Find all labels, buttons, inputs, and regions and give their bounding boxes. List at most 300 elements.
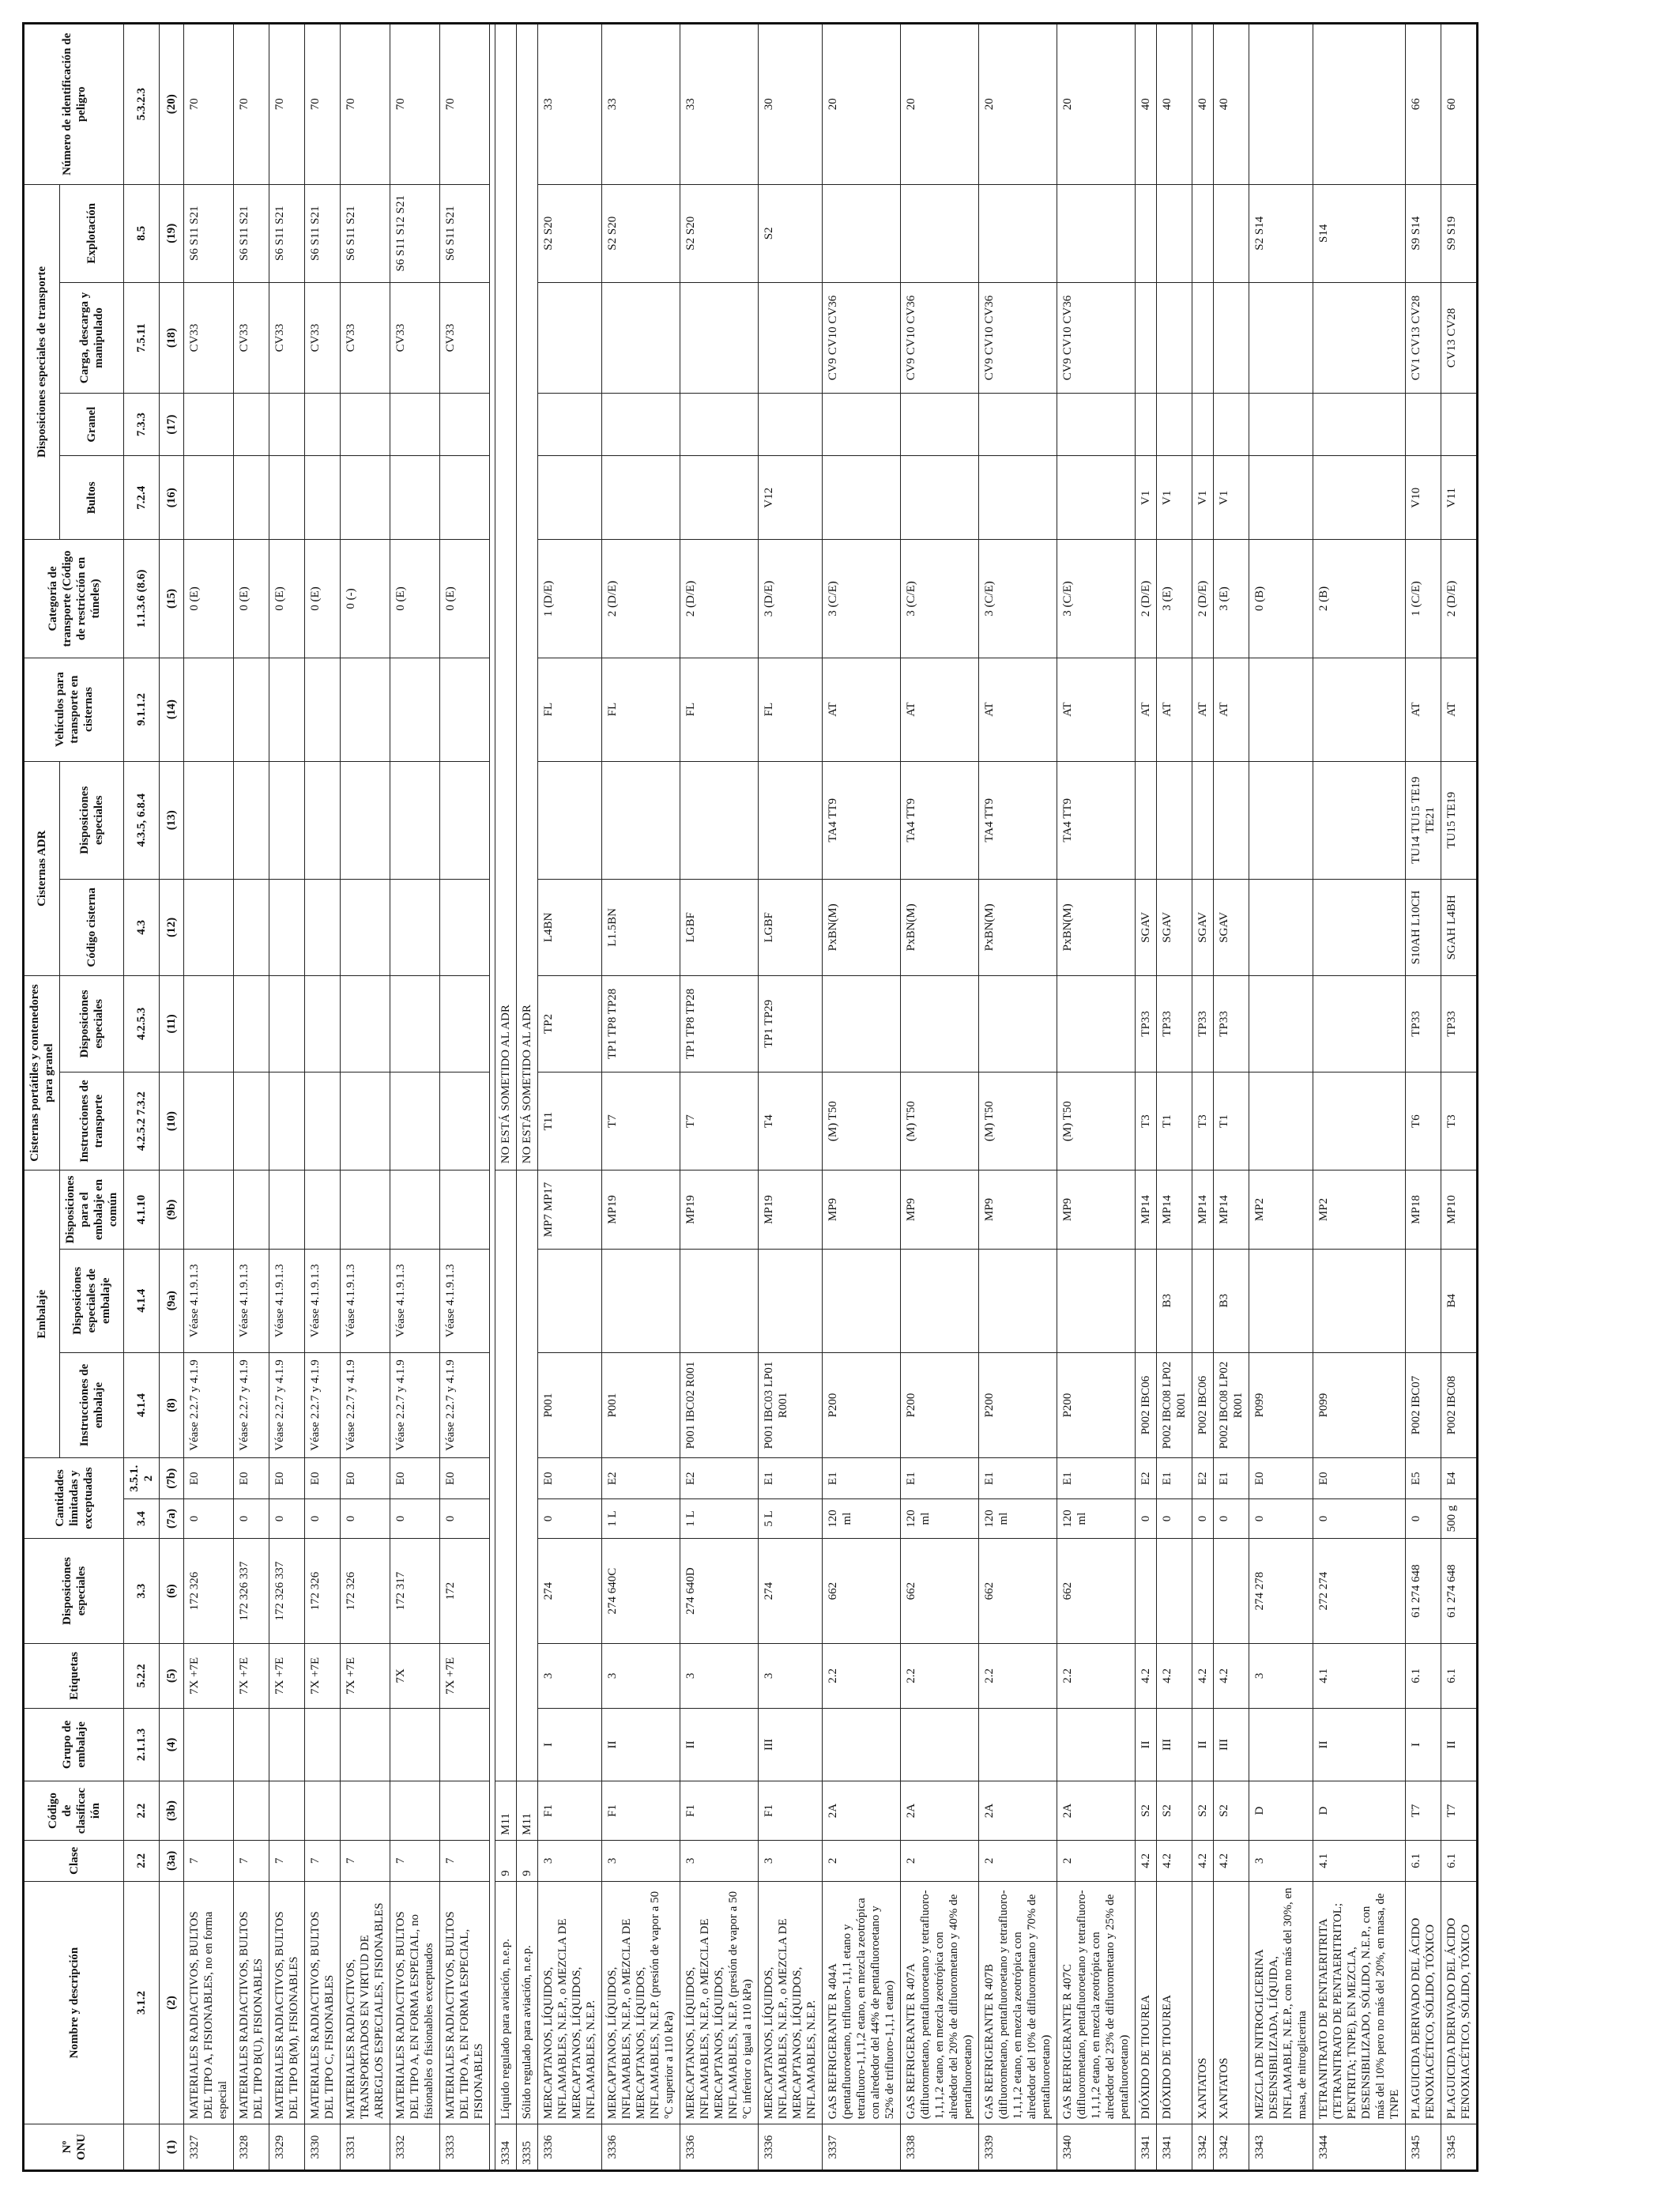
table-cell: CV1 CV13 CV28	[1406, 282, 1441, 393]
table-cell: 1 L	[602, 1499, 680, 1539]
ref-cell: 7.2.4	[124, 456, 160, 540]
table-cell: 0	[1157, 1499, 1192, 1539]
table-cell: 33	[538, 24, 602, 185]
table-cell: T7	[1406, 1781, 1441, 1841]
table-cell: CV33	[234, 282, 269, 393]
table-cell: P200	[823, 1352, 901, 1457]
table-cell: V10	[1406, 456, 1441, 540]
table-cell	[440, 456, 490, 540]
table-cell	[538, 282, 602, 393]
name-cell: MATERIALES RADIACTIVOS, BULTOS DEL TIPO C, FISIONABLES	[305, 1881, 341, 2124]
name-cell: MERCAPTANOS, LÍQUIDOS, INFLAMABLES, N.E.P., o MEZCLA DE MERCAPTANOS, LÍQUIDOS, INFLAMABLES, N.E.P. (presión de vapor a 50 °C inferior o igual a 110 kPa)	[680, 1881, 759, 2124]
table-cell: E2	[680, 1458, 759, 1499]
table-cell: (M) T50	[901, 1072, 979, 1170]
table-cell: 2.2	[979, 1644, 1057, 1708]
table-cell: AT	[1157, 658, 1192, 761]
table-cell: MP7 MP17	[538, 1171, 602, 1249]
table-cell: TP33	[1192, 975, 1214, 1072]
table-cell	[759, 761, 823, 879]
table-cell	[390, 1708, 440, 1781]
table-row	[1157, 24, 1192, 2171]
table-cell: P002 IBC06	[1136, 1352, 1157, 1457]
table-cell: 0	[305, 1499, 341, 1539]
table-cell: 3	[1249, 1840, 1313, 1881]
table-cell: 20	[901, 24, 979, 185]
num-cell: (15)	[160, 540, 184, 658]
table-cell: D	[1249, 1781, 1313, 1841]
table-cell	[269, 456, 305, 540]
ref-cell: 4.2.5.2 7.3.2	[124, 1072, 160, 1170]
table-cell: 662	[823, 1538, 901, 1643]
table-cell	[1057, 975, 1136, 1072]
table-cell: MP2	[1313, 1171, 1406, 1249]
table-cell: 3	[602, 1644, 680, 1708]
table-cell: 20	[823, 24, 901, 185]
table-cell	[341, 761, 390, 879]
table-cell: P002 IBC08	[1441, 1352, 1478, 1457]
table-cell	[390, 658, 440, 761]
table-cell: P099	[1249, 1352, 1313, 1457]
table-cell	[1313, 658, 1406, 761]
table-cell	[1313, 879, 1406, 975]
table-cell	[1214, 282, 1249, 393]
table-cell: 274 278	[1249, 1538, 1313, 1643]
table-cell: PxBN(M)	[823, 879, 901, 975]
un-number-cell: 3332	[390, 2124, 440, 2171]
table-cell	[184, 879, 234, 975]
table-cell: 172 326 337	[234, 1538, 269, 1643]
table-cell: 6.1	[1441, 1840, 1478, 1881]
table-cell	[1249, 658, 1313, 761]
table-cell: 4.1	[1313, 1840, 1406, 1881]
table-cell: T1	[1157, 1072, 1192, 1170]
table-cell: 1 L	[680, 1499, 759, 1539]
un-number-cell: 3339	[979, 2124, 1057, 2171]
table-cell	[184, 1708, 234, 1781]
table-cell: 3 (E)	[1157, 540, 1192, 658]
table-cell: T3	[1192, 1072, 1214, 1170]
table-cell	[1136, 1249, 1157, 1352]
header-row-1	[24, 24, 60, 2171]
table-cell	[341, 1072, 390, 1170]
table-cell	[602, 1249, 680, 1352]
un-number-cell: 3336	[680, 2124, 759, 2171]
un-number-cell: 3340	[1057, 2124, 1136, 2171]
table-cell: 2 (D/E)	[1441, 540, 1478, 658]
table-cell	[680, 394, 759, 456]
name-cell: DIÓXIDO DE TIOUREA	[1136, 1881, 1157, 2124]
table-cell: E0	[1249, 1458, 1313, 1499]
table-cell	[1192, 394, 1214, 456]
header-pt-special: Disposiciones especiales	[60, 975, 124, 1072]
header-packages: Bultos	[60, 456, 124, 540]
table-cell: 172 326	[184, 1538, 234, 1643]
table-row	[490, 24, 495, 2171]
table-cell: 3	[538, 1840, 602, 1881]
name-cell: XANTATOS	[1192, 1881, 1214, 2124]
table-cell	[184, 1072, 234, 1170]
table-cell	[1313, 282, 1406, 393]
table-cell: MP19	[680, 1171, 759, 1249]
table-cell: MP10	[1441, 1171, 1478, 1249]
table-cell: Véase 4.1.9.1.3	[184, 1249, 234, 1352]
un-number-cell: 3331	[341, 2124, 390, 2171]
num-cell: (6)	[160, 1538, 184, 1643]
ref-cell: 4.1.4	[124, 1249, 160, 1352]
table-cell: 4.2	[1136, 1840, 1157, 1881]
table-cell: 3	[680, 1644, 759, 1708]
table-cell: LGBF	[680, 879, 759, 975]
table-cell	[823, 184, 901, 282]
table-cell	[305, 1171, 341, 1249]
table-cell	[538, 1249, 602, 1352]
header-hazard-id: Número de identificación de peligro	[24, 24, 124, 185]
table-cell: MP19	[602, 1171, 680, 1249]
table-cell	[1249, 24, 1313, 185]
table-cell: 0	[1313, 1499, 1406, 1539]
table-cell	[184, 761, 234, 879]
table-cell: FL	[759, 658, 823, 761]
table-cell	[1313, 24, 1406, 185]
un-number-cell: 3341	[1157, 2124, 1192, 2171]
table-cell	[602, 761, 680, 879]
table-cell: E0	[440, 1458, 490, 1499]
table-cell	[440, 975, 490, 1072]
table-cell	[440, 1171, 490, 1249]
table-cell: I	[538, 1708, 602, 1781]
table-cell	[1057, 184, 1136, 282]
table-cell	[1057, 394, 1136, 456]
table-cell: V12	[759, 456, 823, 540]
header-limited-qty: Cantidades limitadas y exceptuadas	[24, 1458, 124, 1539]
un-number-cell: 3344	[1313, 2124, 1406, 2171]
table-cell	[1157, 184, 1192, 282]
table-cell	[979, 975, 1057, 1072]
table-cell: Véase 2.2.7 y 4.1.9	[184, 1352, 234, 1457]
table-cell: 172 326	[305, 1538, 341, 1643]
table-cell: 7	[184, 1840, 234, 1881]
table-cell	[440, 1781, 490, 1841]
table-cell: 120 ml	[901, 1499, 979, 1539]
table-cell	[823, 394, 901, 456]
table-cell: 172 317	[390, 1538, 440, 1643]
adr-dangerous-goods-table	[22, 22, 1478, 2172]
table-cell	[341, 1171, 390, 1249]
table-cell: CV9 CV10 CV36	[1057, 282, 1136, 393]
table-cell: V1	[1136, 456, 1157, 540]
table-cell	[1249, 975, 1313, 1072]
table-cell	[680, 456, 759, 540]
table-cell	[1313, 1072, 1406, 1170]
table-cell: 2.2	[1057, 1644, 1136, 1708]
num-cell: (11)	[160, 975, 184, 1072]
num-cell: (7b)	[160, 1458, 184, 1499]
table-cell	[823, 1249, 901, 1352]
table-cell: P001	[602, 1352, 680, 1457]
table-cell: 1 (D/E)	[538, 540, 602, 658]
table-cell: 20	[979, 24, 1057, 185]
table-cell: MP18	[1406, 1171, 1441, 1249]
table-cell: Véase 2.2.7 y 4.1.9	[305, 1352, 341, 1457]
table-cell	[1214, 394, 1249, 456]
header-vehicle: Vehículos para transporte en cisternas	[24, 658, 124, 761]
table-cell	[1214, 761, 1249, 879]
table-cell: P099	[1313, 1352, 1406, 1457]
table-cell: 66	[1406, 24, 1441, 185]
table-row	[341, 24, 390, 2171]
table-cell: 0	[1214, 1499, 1249, 1539]
table-cell: 70	[184, 24, 234, 185]
table-cell	[602, 394, 680, 456]
table-cell	[759, 282, 823, 393]
table-cell: 172 326 337	[269, 1538, 305, 1643]
un-number-cell: 3343	[1249, 2124, 1313, 2171]
table-cell: 9	[495, 1840, 517, 1881]
table-cell: D	[1313, 1781, 1406, 1841]
name-cell: MEZCLA DE NITROGLICERINA DESENSIBILIZADA, LÍQUIDA, INFLAMABLE, N.E.P., con no más del 30%, en masa, de nitroglicerina	[1249, 1881, 1313, 2124]
table-cell	[1313, 456, 1406, 540]
table-cell	[305, 879, 341, 975]
table-cell: 2	[901, 1840, 979, 1881]
table-cell: II	[680, 1708, 759, 1781]
table-cell: 0	[1192, 1499, 1214, 1539]
table-cell: 2 (D/E)	[1136, 540, 1157, 658]
table-cell: S9 S14	[1406, 184, 1441, 282]
header-pack-instructions: Instrucciones de embalaje	[60, 1352, 124, 1457]
table-cell: TP33	[1406, 975, 1441, 1072]
table-cell: 3 (C/E)	[823, 540, 901, 658]
un-number-cell: 3345	[1441, 2124, 1478, 2171]
table-cell: 172 326	[341, 1538, 390, 1643]
table-cell	[269, 879, 305, 975]
table-cell: PxBN(M)	[979, 879, 1057, 975]
table-cell: 0 (E)	[234, 540, 269, 658]
name-cell: PLAGUICIDA DERIVADO DEL ÁCIDO FENOXIACÉTICO, SÓLIDO, TÓXICO	[1441, 1881, 1478, 2124]
un-number-cell: 3336	[538, 2124, 602, 2171]
table-cell	[341, 1781, 390, 1841]
table-cell: SGAV	[1157, 879, 1192, 975]
table-cell: P001	[538, 1352, 602, 1457]
table-cell	[1249, 394, 1313, 456]
table-cell: 7X +7E	[269, 1644, 305, 1708]
table-cell: MP9	[901, 1171, 979, 1249]
table-cell: 2	[979, 1840, 1057, 1881]
table-cell: AT	[1057, 658, 1136, 761]
table-cell: S2 S20	[602, 184, 680, 282]
table-cell: 4.2	[1214, 1644, 1249, 1708]
table-cell: CV9 CV10 CV36	[979, 282, 1057, 393]
table-cell	[1136, 282, 1157, 393]
ref-cell: 3.4	[124, 1499, 160, 1539]
un-number-cell: 3328	[234, 2124, 269, 2171]
table-cell	[1214, 184, 1249, 282]
table-cell: 0	[440, 1499, 490, 1539]
name-cell: TETRANITRATO DE PENTAERITRITA (TETRANITRATO DE PENTAERITRITOL; PENTRITA; TNPE), EN MEZCLA, DESENSIBILIZADO, SÓLIDO, N.E.P., con más del 10% pero no más del 20%, en masa, de TNPE	[1313, 1881, 1406, 2124]
table-cell: P200	[979, 1352, 1057, 1457]
table-cell	[341, 879, 390, 975]
table-cell: E1	[1157, 1458, 1192, 1499]
table-cell: III	[1214, 1708, 1249, 1781]
num-cell: (9b)	[160, 1171, 184, 1249]
name-cell: MERCAPTANOS, LÍQUIDOS, INFLAMABLES, N.E.P., o MEZCLA DE MERCAPTANOS, LÍQUIDOS, INFLAMABLES, N.E.P. (presión de vapor a 50 °C superior a 110 kPa)	[602, 1881, 680, 2124]
table-cell: T7	[680, 1072, 759, 1170]
table-cell: 662	[1057, 1538, 1136, 1643]
table-cell: 3 (C/E)	[901, 540, 979, 658]
table-cell	[234, 761, 269, 879]
table-cell: LGBF	[759, 879, 823, 975]
table-cell: TA4 TT9	[1057, 761, 1136, 879]
table-cell: E1	[759, 1458, 823, 1499]
table-cell	[1136, 184, 1157, 282]
header-classif-code: Código de clasificación	[24, 1781, 124, 1841]
ref-cell: 4.1.10	[124, 1171, 160, 1249]
table-cell: 274	[759, 1538, 823, 1643]
un-number-cell: 3342	[1214, 2124, 1249, 2171]
table-cell: 0 (E)	[269, 540, 305, 658]
table-cell: AT	[901, 658, 979, 761]
table-cell	[1136, 394, 1157, 456]
table-cell: 7	[234, 1840, 269, 1881]
header-adr-tanks: Cisternas ADR	[24, 761, 60, 975]
num-cell: (16)	[160, 456, 184, 540]
table-cell	[1157, 394, 1192, 456]
table-cell	[1313, 394, 1406, 456]
table-cell: S6 S11 S21	[184, 184, 234, 282]
num-cell: (5)	[160, 1644, 184, 1708]
ref-cell: 1.1.3.6 (8.6)	[124, 540, 160, 658]
table-cell	[305, 975, 341, 1072]
table-cell: 70	[269, 24, 305, 185]
header-labels: Etiquetas	[24, 1644, 124, 1708]
table-cell: II	[1136, 1708, 1157, 1781]
table-cell	[1192, 282, 1214, 393]
table-cell: E1	[823, 1458, 901, 1499]
table-cell	[341, 1708, 390, 1781]
table-cell: 20	[1057, 24, 1136, 185]
table-cell: T4	[759, 1072, 823, 1170]
table-cell: 3 (E)	[1214, 540, 1249, 658]
table-cell: I	[1406, 1708, 1441, 1781]
table-cell	[538, 761, 602, 879]
table-cell	[823, 975, 901, 1072]
table-cell: TP2	[538, 975, 602, 1072]
table-cell: MP9	[823, 1171, 901, 1249]
ref-cell: 4.3.5, 6.8.4	[124, 761, 160, 879]
table-cell: B3	[1214, 1249, 1249, 1352]
table-cell	[234, 1072, 269, 1170]
table-cell	[680, 761, 759, 879]
table-cell: CV33	[390, 282, 440, 393]
table-cell	[341, 975, 390, 1072]
table-cell	[234, 1781, 269, 1841]
table-cell: T3	[1136, 1072, 1157, 1170]
table-cell: S2	[759, 184, 823, 282]
table-cell: 40	[1136, 24, 1157, 185]
table-cell	[759, 394, 823, 456]
ref-cell: 3.5.1.2	[124, 1458, 160, 1499]
table-cell: II	[1313, 1708, 1406, 1781]
table-cell: 0	[1136, 1499, 1157, 1539]
name-cell: MERCAPTANOS, LÍQUIDOS, INFLAMABLES, N.E.P., o MEZCLA DE MERCAPTANOS, LÍQUIDOS, INFLAMABLES, N.E.P.	[759, 1881, 823, 2124]
ref-cell: 4.2.5.3	[124, 975, 160, 1072]
num-cell: (17)	[160, 394, 184, 456]
table-cell	[1057, 1708, 1136, 1781]
table-cell: 2 (D/E)	[1192, 540, 1214, 658]
table-cell: S6 S11 S21	[305, 184, 341, 282]
header-class: Clase	[24, 1840, 124, 1881]
table-cell: S6 S11 S21	[440, 184, 490, 282]
table-cell	[234, 975, 269, 1072]
table-cell	[1157, 282, 1192, 393]
table-cell: 500 g	[1441, 1499, 1478, 1539]
table-cell: Véase 4.1.9.1.3	[390, 1249, 440, 1352]
table-cell	[1192, 1538, 1214, 1643]
ref-cell: 5.3.2.3	[124, 24, 160, 185]
table-cell	[341, 456, 390, 540]
table-cell: II	[1441, 1708, 1478, 1781]
table-cell: 4.2	[1136, 1644, 1157, 1708]
table-cell	[390, 1781, 440, 1841]
table-row	[1192, 24, 1214, 2171]
table-cell: Líquido regulado para aviación, n.e.p.	[495, 1881, 517, 2124]
table-cell: CV33	[269, 282, 305, 393]
table-cell	[1249, 1708, 1313, 1781]
table-cell: (M) T50	[823, 1072, 901, 1170]
table-cell: III	[1157, 1708, 1192, 1781]
table-cell	[1157, 761, 1192, 879]
table-cell: T1	[1214, 1072, 1249, 1170]
table-cell	[1192, 761, 1214, 879]
table-row	[1441, 24, 1478, 2171]
table-cell: T6	[1406, 1072, 1441, 1170]
table-cell: S9 S19	[1441, 184, 1478, 282]
table-cell: S6 S11 S12 S21	[390, 184, 440, 282]
table-cell: TP1 TP8 TP28	[680, 975, 759, 1072]
table-cell: 3 (C/E)	[1057, 540, 1136, 658]
table-cell	[269, 975, 305, 1072]
un-number-cell: 3345	[1406, 2124, 1441, 2171]
table-cell: Véase 2.2.7 y 4.1.9	[341, 1352, 390, 1457]
table-cell	[269, 1781, 305, 1841]
table-cell: B4	[1441, 1249, 1478, 1352]
table-cell: 0	[390, 1499, 440, 1539]
table-cell: CV33	[305, 282, 341, 393]
num-cell: (2)	[160, 1881, 184, 2124]
table-cell: AT	[1214, 658, 1249, 761]
table-cell: 40	[1157, 24, 1192, 185]
name-cell: MERCAPTANOS, LÍQUIDOS, INFLAMABLES, N.E.P., o MEZCLA DE MERCAPTANOS, LÍQUIDOS, INFLAMABLES, N.E.P.	[538, 1881, 602, 2124]
table-cell: MP14	[1192, 1171, 1214, 1249]
table-cell: (M) T50	[1057, 1072, 1136, 1170]
table-cell: PxBN(M)	[901, 879, 979, 975]
table-cell: P200	[1057, 1352, 1136, 1457]
table-cell: 61 274 648	[1441, 1538, 1478, 1643]
table-cell: V1	[1192, 456, 1214, 540]
table-cell: 2.2	[901, 1644, 979, 1708]
un-number-cell: 3329	[269, 2124, 305, 2171]
name-cell: MATERIALES RADIACTIVOS, BULTOS DEL TIPO A, EN FORMA ESPECIAL, FISIONABLES	[440, 1881, 490, 2124]
table-cell: 3	[759, 1644, 823, 1708]
ref-cell: 9.1.1.2	[124, 658, 160, 761]
table-cell: AT	[1136, 658, 1157, 761]
table-cell	[184, 658, 234, 761]
table-cell: 0 (E)	[440, 540, 490, 658]
table-cell: 3	[538, 1644, 602, 1708]
table-row	[305, 24, 341, 2171]
un-number-cell: 3342	[1192, 2124, 1214, 2171]
table-cell	[390, 1171, 440, 1249]
table-cell: 6.1	[1406, 1644, 1441, 1708]
